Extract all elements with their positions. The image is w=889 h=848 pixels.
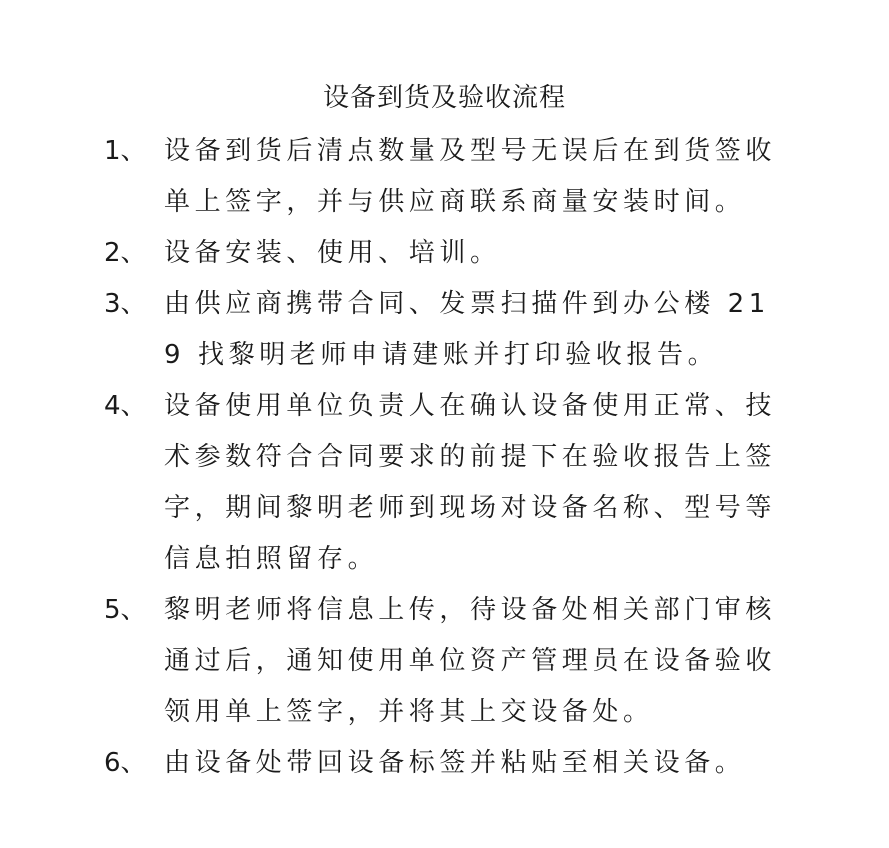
step-number: 1、 — [104, 136, 147, 166]
step-text: 黎明老师将信息上传，待设备处相关部门审核通过后，通知使用单位资产管理员在设备验收领用单上签字，并将其上交设备处。 — [164, 595, 777, 727]
step-number: 6、 — [104, 748, 147, 778]
step-number: 4、 — [104, 391, 147, 421]
step-number: 2、 — [104, 238, 147, 268]
list-item — [104, 228, 784, 279]
step-text: 设备安装、使用、培训。 — [164, 238, 501, 268]
list-item — [104, 279, 784, 381]
list-item — [104, 381, 784, 585]
step-text: 设备使用单位负责人在确认设备使用正常、技术参数符合合同要求的前提下在验收报告上签字，期间黎明老师到现场对设备名称、型号等信息拍照留存。 — [164, 391, 777, 574]
step-number: 3、 — [104, 289, 147, 319]
step-text: 由设备处带回设备标签并粘贴至相关设备。 — [164, 748, 746, 778]
step-list — [104, 126, 784, 789]
list-item — [104, 738, 784, 789]
step-text: 由供应商携带合同、发票扫描件到办公楼 219 找黎明老师申请建账并打印验收报告。 — [164, 289, 770, 370]
step-text: 设备到货后清点数量及型号无误后在到货签收单上签字，并与供应商联系商量安装时间。 — [164, 136, 777, 217]
step-number: 5、 — [104, 595, 147, 625]
list-item — [104, 585, 784, 738]
list-item — [104, 126, 784, 228]
document-title: 设备到货及验收流程 — [322, 83, 566, 113]
